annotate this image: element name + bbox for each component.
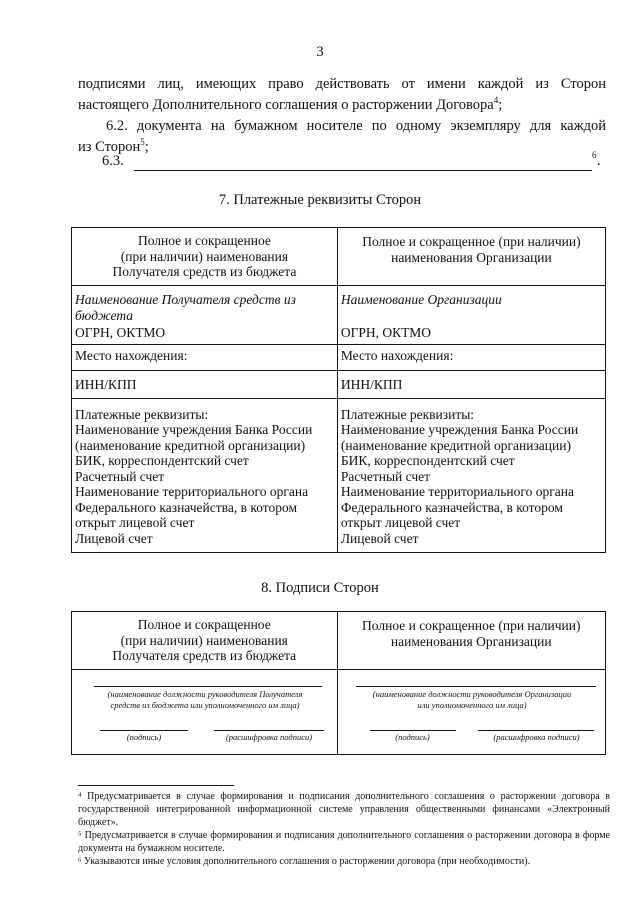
cell-organization-bank: Платежные реквизиты: Наименование учреждения Банка России (наименование кредитной организации) БИК, корреспондентский счет Расчетный счет Наименование территориального органа Федерального казначейства, в котором открыт лицевой счет Лицевой счет (337, 398, 605, 552)
organization-signature-caption: (подпись) (395, 732, 430, 742)
organization-decoding-line (478, 730, 594, 731)
sig-header-recipient: Полное и сокращенное (при наличии) наименования Получателя средств из бюджета (72, 612, 338, 670)
footnote-ref-4: 4 (493, 95, 499, 106)
cell-recipient-location: Место нахождения: (72, 344, 338, 370)
paragraph-6-1-continuation (78, 74, 606, 116)
footnote-separator (78, 785, 234, 786)
signatures-table (71, 611, 606, 755)
recipient-decoding-caption: (расшифровка подписи) (225, 732, 313, 742)
paragraph-6-3-end: . (597, 153, 601, 169)
footnote-5: ⁵ Предусматривается в случае формирования и подписания дополнительного соглашения о расторжении договора в форме документа на бумажном носителе. (78, 830, 610, 854)
footnote-ref-6: 6 (592, 150, 597, 160)
para2-line2: из Сторон$^5$; (78, 137, 149, 155)
section-8-title: 8. Подписи Сторон (261, 580, 379, 596)
organization-decoding-caption: (расшифровка подписи) (493, 732, 580, 742)
recipient-decoding-line (214, 730, 324, 731)
payment-table-header (72, 228, 606, 286)
organization-signature-block (337, 670, 606, 755)
paragraph-6-3-label: 6.3. (102, 153, 124, 169)
footnote-6: ⁶ Указываются иные условия дополнительного соглашения о расторжении договора (при необходимости). (78, 856, 531, 867)
cell-organization-name: Наименование Организации ОГРН, ОКТМО (337, 286, 605, 345)
paragraph-6-2 (78, 116, 606, 158)
signatures-table-header (72, 612, 606, 670)
para2-line1: 6.2. документа на бумажном носителе по одному экземпляру для каждой (106, 118, 606, 134)
organization-position-line (356, 686, 596, 687)
page-number: 3 (316, 44, 324, 60)
recipient-signature-line (100, 730, 188, 731)
organization-signature-line (370, 730, 456, 731)
header-recipient: Полное и сокращенное (при наличии) наименования Получателя средств из бюджета (72, 228, 338, 286)
cell-recipient-inn: ИНН/КПП (72, 370, 338, 398)
para1-line2: настоящего Дополнительного соглашения о расторжении Договора$^4$; (78, 95, 503, 113)
paragraph-6-3-blank-line (134, 170, 592, 171)
cell-recipient-bank: Платежные реквизиты: Наименование учреждения Банка России (наименование кредитной организации) БИК, корреспондентский счет Расчетный счет Наименование территориального органа Федерального казначейства, в котором открыт лицевой счет Лицевой счет (72, 398, 338, 552)
footnote-4: ⁴ Предусматривается в случае формирования и подписания дополнительного соглашения о расторжении договора в государственной интегрированной информационной системе управления общественными финансами «Электронный бюджет». (78, 791, 610, 828)
header-organization: Полное и сокращенное (при наличии) наименования Организации (337, 228, 605, 286)
para1-line1: подписями лиц, имеющих право действовать от имени каждой из Сторон (78, 76, 606, 92)
recipient-position-caption: (наименование должности руководителя Получателя средств из бюджета или уполномоченного им лица) (107, 689, 303, 710)
cell-organization-location: Место нахождения: (337, 344, 605, 370)
sig-header-organization: Полное и сокращенное (при наличии) наименования Организации (337, 612, 606, 670)
row-location (72, 344, 606, 370)
signatures-row (72, 670, 606, 755)
recipient-position-line (94, 686, 322, 687)
row-bank-details (72, 398, 606, 552)
payment-details-table (71, 227, 606, 553)
footnote-ref-5: 5 (140, 137, 145, 148)
section-7-title: 7. Платежные реквизиты Сторон (218, 192, 422, 208)
cell-recipient-name: Наименование Получателя средств из бюджета ОГРН, ОКТМО (72, 286, 338, 345)
recipient-signature-caption: (подпись) (126, 732, 162, 742)
organization-position-caption: (наименование должности руководителя Организации или уполномоченного им лица) (372, 689, 572, 710)
row-name-ogrn (72, 286, 606, 345)
cell-organization-inn: ИНН/КПП (337, 370, 605, 398)
recipient-signature-block (72, 670, 338, 755)
row-inn-kpp (72, 370, 606, 398)
